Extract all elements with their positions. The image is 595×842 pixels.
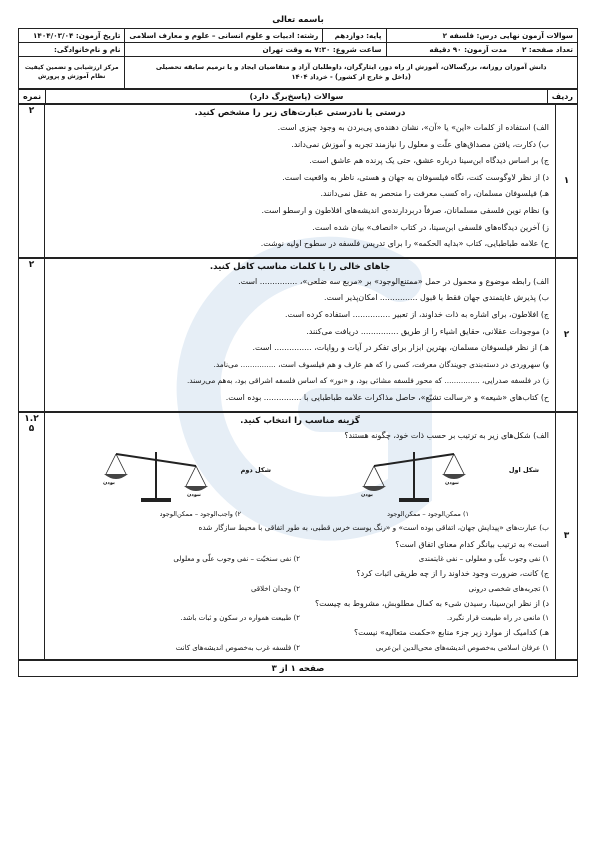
scales-figures [51, 446, 549, 518]
students-note [125, 57, 578, 89]
students-line-2: (داخل و خارج از کشور) - خرداد ۱۴۰۴ [291, 72, 411, 81]
scale-figure-second [51, 446, 301, 518]
scale-first-title: شکل اول [508, 466, 539, 475]
q1-item: د) از نظر لاوگوست کنت، نگاه فیلسوفان به جهان و هستی، ناظر به واقعیت است. [282, 172, 549, 182]
start-time: ساعت شروع: ۷:۳۰ به وقت تهران [125, 43, 386, 57]
question-3 [18, 412, 578, 661]
q3-e-stem: هـ) کدامیک از موارد زیر جزء منابع «حکمت متعالیه» نیست؟ [353, 628, 549, 638]
scale-figure-first [299, 446, 549, 518]
q3-e-option-1[interactable]: ۱) عرفان اسلامی به‌خصوص اندیشه‌های محی‌الدین ابن‌عربی [375, 644, 549, 653]
q3-d-option-1[interactable]: ۱) مانعی در راه طبیعت قرار نگیرد. [446, 614, 549, 623]
scale-first-caption: ۱) ممکن‌الوجود – ممکن‌الوجود [387, 510, 469, 519]
q3-e-options [51, 642, 549, 655]
q3-c-stem: ج) کانت، ضرورت وجود خداوند را از چه طریقی اثبات کرد؟ [356, 569, 549, 579]
q1-item: و) نظام نوین فلسفی مسلمانان، صرفاً دربردارنده‌ی اندیشه‌های افلاطون و ارسطو است. [261, 205, 549, 215]
question-3-title: گزینه مناسب را انتخاب کنید. [240, 415, 360, 426]
grade: پایه: دوازدهم [323, 29, 386, 43]
question-1 [18, 104, 578, 258]
scale-first-left-pan: بودن [361, 492, 373, 499]
exam-sheet [18, 12, 578, 677]
col-row: ردیف [547, 90, 577, 104]
question-2 [18, 258, 578, 412]
q3-b-option-1[interactable]: ۱) نفی وجوب علّی و معلولی – نفی غایتمندی [418, 555, 549, 564]
q3-a-stem: الف) شکل‌های زیر به ترتیب بر حسب ذات خود، چگونه هستند؟ [344, 430, 549, 440]
q3-d-option-2[interactable]: ۲) طبیعت همواره در سکون و ثبات باشد. [180, 614, 300, 623]
name-label: نام و نام‌خانوادگی: [19, 43, 125, 57]
q3-e-option-2[interactable]: ۲) فلسفه غرب به‌خصوص اندیشه‌های کانت [175, 644, 300, 653]
q1-item: ح) علامه طباطبایی، کتاب «بدایه الحکمه» را برای تدریس فلسفه در سطوح اولیه نوشت. [260, 239, 549, 249]
q2-item: ز) در فلسفه صدرایی، ............... که محور فلسفه مشائی بود، و «نور» که اساس فلسفه اشراقی بود، به‌هم می‌رسند. [186, 376, 549, 386]
page-footer [18, 660, 578, 677]
q2-item: هـ) از نظر فیلسوفان مسلمان، بهترین ابزار برای تفکر در آیات و روایات، ............... است. [252, 343, 549, 353]
q3-b-options [51, 553, 549, 566]
q2-item: ح) کتاب‌های «شیعه» و «رسالت تشیّع»، حاصل مذاکرات علامه طباطبایی با ............... بوده است. [225, 392, 549, 402]
col-score: نمره [19, 90, 46, 104]
scale-second-title: شکل دوم [240, 466, 271, 475]
exam-date: تاریخ آزمون: ۱۴۰۴/۰۳/۰۴ [19, 29, 125, 43]
q3-b-stem-1: ب) عبارت‌های «پیدایش جهان، اتفاقی بوده است» و «رنگ پوست خرس قطبی، به طور اتفاقی با محیط سازگار شده [198, 523, 549, 533]
scale-second-right-pan: نبودن [187, 492, 201, 499]
question-1-title: درستی یا نادرستی عبارت‌های زیر را مشخص کنید. [194, 108, 406, 118]
q3-b-option-2[interactable]: ۲) نفی سنخیّت – نفی وجوب علّی و معلولی [173, 555, 300, 564]
question-1-score: ۲ [19, 105, 45, 258]
col-questions: سوالات (پاسخ‌برگ دارد) [46, 90, 548, 104]
question-3-score-b: ۵ [28, 423, 35, 434]
question-3-score [19, 412, 45, 660]
question-2-body [45, 258, 556, 411]
q3-c-option-1[interactable]: ۱) تجربه‌های شخصی درونی [468, 584, 549, 593]
page-number: صفحه ۱ از ۳ [19, 661, 578, 677]
column-header [18, 89, 578, 104]
q1-item: ج) بر اساس دیدگاه ابن‌سینا درباره عشق، حتی یک پرنده هم عاشق است. [309, 156, 549, 166]
center-name: مرکز ارزشیابی و تضمین کیفیت نظام آموزش و پرورش [19, 57, 125, 89]
question-3-number: ۳ [556, 412, 578, 660]
q1-item: ز) آخرین دیدگاه‌های فلسفی ابن‌سینا، در کتاب «انصاف» بیان شده است. [312, 222, 549, 232]
question-3-body [45, 412, 556, 660]
exam-title: سوالات آزمون نهایی درس: فلسفه ۲ [386, 29, 578, 43]
students-line-1: دانش آموزان روزانه، بزرگسالان، آموزش از راه دور، ایثارگران، داوطلبان آزاد و متقاضیان ایجاد و یا ترمیم سابقه تحصیلی [155, 62, 547, 71]
scale-first-icon [359, 446, 469, 504]
question-2-number: ۲ [556, 258, 578, 411]
q3-c-options [51, 583, 549, 596]
q2-item: ب) پذیرش غایتمندی جهان فقط با قبول ............... امکان‌پذیر است. [323, 293, 549, 303]
q2-item: و) سهروردی در دسته‌بندی جویندگان معرفت، کسی را که هم عارف و هم فیلسوف است، ............... می‌نامد. [213, 359, 549, 369]
page-count-text: تعداد صفحه: ۲ [522, 45, 573, 54]
duration: مدت آزمون: ۹۰ دقیقه [429, 45, 507, 54]
question-2-score: ۲ [19, 258, 45, 411]
exam-header [18, 28, 578, 89]
q2-item: ج) افلاطون، برای اشاره به ذات خداوند، از تعبیر ............... استفاده کرده است. [285, 309, 549, 319]
q3-d-options [51, 612, 549, 625]
page-count [386, 43, 578, 57]
q3-c-option-2[interactable]: ۲) وجدان اخلاقی [250, 584, 300, 593]
q3-d-stem: د) از نظر ابن‌سینا، رسیدن شیء به کمال مطلوبش، مشروط به چیست؟ [314, 598, 549, 608]
q2-item: د) موجودات عقلانی، حقایق اشیاء را از طریق ............... دریافت می‌کنند. [306, 326, 549, 336]
question-2-title: جاهای خالی را با کلمات مناسب کامل کنید. [209, 261, 391, 272]
q1-item: الف) استفاده از کلمات «این» یا «آن»، نشان دهنده‌ی پی‌بردن به وجود چیزی است. [277, 123, 549, 132]
q2-item: الف) رابطه موضوع و محمول در حمل «ممتنع‌الوجود» بر «مربع سه ضلعی»، ............... است. [238, 276, 549, 286]
q3-b-stem-2: است» به ترتیب بیانگر کدام معنای اتفاق است؟ [395, 539, 549, 549]
scale-first-right-pan: نبودن [445, 480, 459, 487]
scale-second-caption: ۲) واجب‌الوجود – ممکن‌الوجود [159, 510, 241, 519]
scale-second-left-pan: بودن [103, 480, 115, 487]
q1-item: هـ) فیلسوفان مسلمان، راه کسب معرفت را منحصر به عقل نمی‌دانند. [320, 189, 549, 199]
bismillah: باسمه تعالی [272, 15, 324, 25]
q1-item: ب) دکارت، یافتن مصداق‌های علّت و معلول را نیازمند تجربه و آموزش نمی‌داند. [291, 139, 549, 149]
field: رشته: ادبیات و علوم انسانی – علوم و معارف اسلامی [125, 29, 323, 43]
question-3-score-a: ۱.۲ [24, 413, 39, 424]
question-1-body [45, 105, 556, 258]
question-1-number: ۱ [556, 105, 578, 258]
